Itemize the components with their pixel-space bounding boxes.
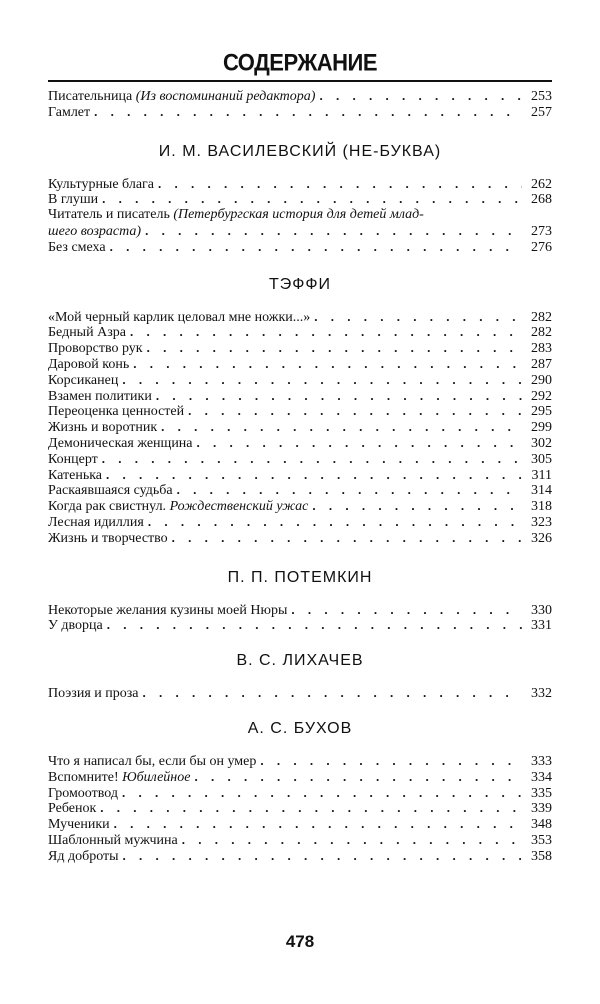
entry-title <box>48 801 96 817</box>
toc-entry <box>48 530 552 546</box>
author-heading: В. С. ЛИХАЧЕВ <box>236 652 364 670</box>
dot-leader <box>133 356 522 372</box>
entry-title-text: «Мой черный карлик целовал мне ножки...» <box>48 309 311 325</box>
toc-entry <box>48 514 552 530</box>
entry-page-number: 299 <box>531 420 552 436</box>
dot-leader <box>260 753 522 769</box>
dot-leader <box>312 498 522 514</box>
toc-entry <box>48 832 552 848</box>
entry-title <box>48 603 287 619</box>
toc-entry <box>48 388 552 404</box>
dot-leader <box>319 88 522 104</box>
dot-leader <box>145 223 522 239</box>
entry-title <box>48 468 102 484</box>
entry-title <box>48 786 118 802</box>
entry-page-number: 287 <box>531 356 552 372</box>
entry-page-number: 290 <box>531 372 552 388</box>
entry-title <box>48 310 310 326</box>
toc-entry <box>48 340 552 356</box>
dot-leader <box>123 848 522 864</box>
toc-entry <box>48 207 552 223</box>
entry-title <box>48 452 98 468</box>
entry-list <box>48 309 552 546</box>
toc-entry <box>48 498 552 514</box>
entry-page-number: 257 <box>531 104 552 120</box>
entry-page-number: 335 <box>531 785 552 801</box>
entry-title <box>48 686 138 702</box>
entry-page-number: 314 <box>531 483 552 499</box>
dot-leader <box>197 435 522 451</box>
dot-leader <box>172 530 522 546</box>
author-heading: ТЭФФИ <box>268 275 332 293</box>
entry-title-text: Некоторые желания кузины моей Нюры <box>48 602 288 618</box>
dot-leader <box>94 104 522 120</box>
toc-entry <box>48 191 552 207</box>
entry-title <box>48 373 118 389</box>
toc-entry <box>48 785 552 801</box>
dot-leader <box>142 685 522 701</box>
toc-entry <box>48 239 552 255</box>
entry-title <box>48 404 184 420</box>
entry-title-text: Взамен политики <box>48 388 152 404</box>
entry-title-text: Концерт <box>48 451 98 467</box>
entry-title-text: Катенька <box>48 467 103 483</box>
entry-page-number: 333 <box>531 753 552 769</box>
toc-entry <box>48 419 552 435</box>
entry-title-text: Громоотвод <box>48 785 118 801</box>
entry-title-text: Что я написал бы, если бы он умер <box>48 753 257 769</box>
entry-title <box>48 89 315 105</box>
entry-subtitle: Юбилейное <box>122 769 191 785</box>
entry-list <box>48 602 552 634</box>
dot-leader <box>102 451 522 467</box>
dot-leader <box>148 514 522 530</box>
entry-title <box>48 833 178 849</box>
toc-entry <box>48 451 552 467</box>
entry-page-number: 331 <box>531 618 552 634</box>
toc-section <box>48 138 552 255</box>
entry-title <box>48 499 308 515</box>
entry-title <box>48 192 98 208</box>
dot-leader <box>114 816 522 832</box>
entry-subtitle: (Из воспоминаний редактора) <box>135 89 316 104</box>
entry-title-text: Яд доброты <box>48 848 119 864</box>
entry-page-number: 348 <box>531 817 552 833</box>
page-number: 478 <box>285 932 315 951</box>
entry-title-text: Мученики <box>48 817 110 833</box>
toc-entry <box>48 848 552 864</box>
entry-title <box>48 341 143 357</box>
entry-page-number: 262 <box>531 176 552 192</box>
entry-title-text: Жизнь и воротник <box>48 420 158 436</box>
dot-leader <box>161 419 522 435</box>
entry-title-text: Демоническая женщина <box>48 435 193 451</box>
entry-title <box>48 531 168 547</box>
entry-title-text: Культурные блага <box>48 176 154 192</box>
entry-page-number: 339 <box>531 801 552 817</box>
entry-title <box>48 224 141 240</box>
toc-entry <box>48 176 552 192</box>
entry-title <box>48 483 173 499</box>
entry-page-number: 332 <box>531 686 552 702</box>
toc-entry <box>48 482 552 498</box>
entry-title-text: Гамлет <box>48 104 91 120</box>
entry-title-text: Корсиканец <box>48 372 119 388</box>
entry-title-text: Раскаявшаяся судьба <box>48 483 173 499</box>
entry-title <box>48 357 129 373</box>
entry-list <box>48 88 552 120</box>
entry-page-number: 330 <box>531 602 552 618</box>
entry-title-text: Читатель и писатель <box>48 207 174 223</box>
entry-title <box>48 754 256 770</box>
entry-title-text: Переоценка ценностей <box>48 404 185 420</box>
toc-entry <box>48 800 552 816</box>
dot-leader <box>291 602 522 618</box>
entry-title-text: Писательница <box>48 89 136 104</box>
dot-leader <box>147 340 522 356</box>
toc-entry <box>48 467 552 483</box>
entry-page-number: 268 <box>531 192 552 208</box>
entry-title <box>48 618 103 634</box>
toc-entry <box>48 223 552 239</box>
entry-page-number: 282 <box>531 325 552 341</box>
entry-list <box>48 176 552 255</box>
dot-leader <box>188 403 522 419</box>
dot-leader <box>122 785 522 801</box>
toc-section <box>48 564 552 634</box>
entry-page-number: 253 <box>531 89 552 104</box>
toc-section <box>48 715 552 864</box>
entry-title <box>48 770 190 786</box>
toc-entry <box>48 372 552 388</box>
dot-leader <box>107 617 522 633</box>
entry-title-text: Даровой конь <box>48 356 130 372</box>
entry-title <box>48 207 424 223</box>
toc-section <box>48 88 552 120</box>
toc-section <box>48 271 552 546</box>
entry-page-number: 305 <box>531 451 552 467</box>
table-of-contents <box>48 88 552 864</box>
entry-title <box>48 849 119 865</box>
entry-title-text: Лесная идиллия <box>48 514 144 530</box>
entry-page-number: 318 <box>531 499 552 515</box>
entry-title <box>48 240 106 256</box>
toc-entry <box>48 324 552 340</box>
entry-page-number: 295 <box>531 404 552 420</box>
entry-list <box>48 685 552 701</box>
entry-title <box>48 177 154 193</box>
author-heading: А. С. БУХОВ <box>247 719 353 737</box>
entry-title-text: Ребенок <box>48 801 97 817</box>
contents-heading: СОДЕРЖАНИЕ <box>222 48 378 77</box>
toc-section <box>48 647 552 701</box>
entry-title <box>48 515 144 531</box>
entry-page-number: 323 <box>531 514 552 530</box>
entry-page-number: 353 <box>531 832 552 848</box>
entry-page-number: 282 <box>531 309 552 325</box>
dot-leader <box>110 239 522 255</box>
dot-leader <box>130 324 522 340</box>
toc-entry <box>48 88 552 104</box>
entry-subtitle: шего возраста) <box>48 223 142 239</box>
entry-page-number: 283 <box>531 341 552 357</box>
entry-title-text: У дворца <box>48 618 103 634</box>
toc-entry <box>48 403 552 419</box>
entry-page-number: 276 <box>531 239 552 255</box>
entry-page-number: 358 <box>531 848 552 864</box>
toc-entry <box>48 816 552 832</box>
entry-title-text: Бедный Азра <box>48 325 126 341</box>
entry-title-text: Проворство рук <box>48 341 143 357</box>
entry-title-text: Когда рак свистнул. <box>48 499 170 515</box>
toc-entry <box>48 104 552 120</box>
entry-page-number: 273 <box>531 223 552 239</box>
entry-page-number: 302 <box>531 435 552 451</box>
toc-entry <box>48 753 552 769</box>
dot-leader <box>182 832 522 848</box>
entry-title <box>48 325 126 341</box>
entry-title-text: Шаблонный мужчина <box>48 832 178 848</box>
entry-title-text: Жизнь и творчество <box>48 530 168 546</box>
toc-entry <box>48 617 552 633</box>
entry-title-text: Без смеха <box>48 239 106 255</box>
dot-leader <box>156 388 522 404</box>
entry-title <box>48 105 90 121</box>
entry-title <box>48 420 157 436</box>
dot-leader <box>177 482 522 498</box>
dot-leader <box>314 309 522 325</box>
dot-leader <box>194 769 522 785</box>
dot-leader <box>122 372 522 388</box>
toc-entry <box>48 356 552 372</box>
entry-subtitle: Рождественский ужас <box>169 499 309 515</box>
entry-title-text: В глуши <box>48 192 99 208</box>
toc-entry <box>48 602 552 618</box>
entry-title-text: Поэзия и проза <box>48 686 139 702</box>
toc-entry <box>48 769 552 785</box>
entry-page-number: 326 <box>531 530 552 546</box>
entry-page-number: 292 <box>531 388 552 404</box>
author-heading: И. М. ВАСИЛЕВСКИЙ (НЕ-БУКВА) <box>158 142 442 160</box>
dot-leader <box>100 800 522 816</box>
toc-entry <box>48 309 552 325</box>
entry-subtitle: (Петербургская история для детей млад- <box>173 207 424 223</box>
toc-entry <box>48 435 552 451</box>
entry-page-number: 334 <box>531 769 552 785</box>
dot-leader <box>106 467 522 483</box>
entry-title <box>48 389 152 405</box>
entry-title-text: Вспомните! <box>48 769 123 785</box>
entry-page-number: 311 <box>531 467 552 483</box>
entry-title <box>48 817 110 833</box>
author-heading: П. П. ПОТЕМКИН <box>227 568 373 586</box>
page-header <box>48 48 552 82</box>
toc-entry <box>48 685 552 701</box>
entry-title <box>48 436 193 452</box>
dot-leader <box>102 191 522 207</box>
dot-leader <box>158 176 522 192</box>
entry-list <box>48 753 552 864</box>
